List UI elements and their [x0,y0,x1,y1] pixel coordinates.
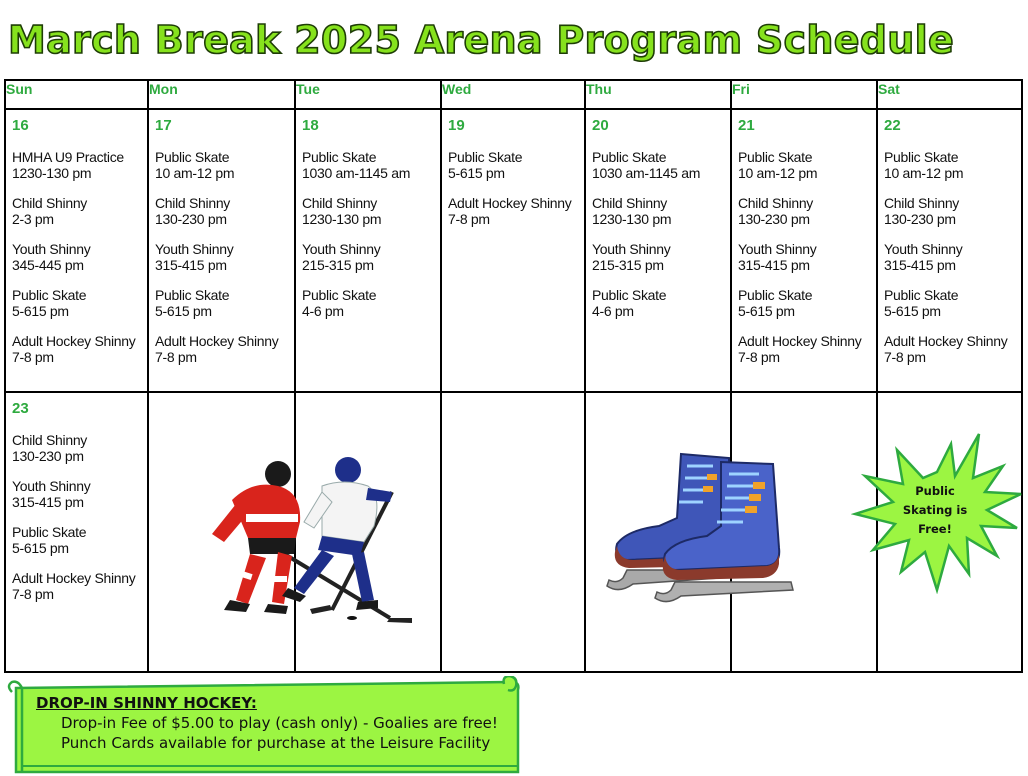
event-name: Child Shinny [12,195,87,211]
event-name: Adult Hockey Shinny [12,570,136,586]
day-cell [148,109,295,392]
event [592,241,730,273]
event-time: 5-615 pm [155,303,212,319]
week-row-1 [5,109,1022,392]
event [302,149,440,181]
event [884,195,1021,227]
event-name: Adult Hockey Shinny [738,333,862,349]
hockey-players-icon [172,452,418,627]
event-time: 4-6 pm [592,303,634,319]
weekday-wed: Wed [441,80,585,109]
event [12,241,147,273]
starburst-text [897,482,973,539]
event [884,333,1021,365]
event [12,149,147,181]
event-time: 215-315 pm [302,257,374,273]
day-number: 17 [155,117,172,134]
day-cell [877,109,1022,392]
event-name: Public Skate [884,149,959,165]
day-number: 20 [592,117,609,134]
day-number: 19 [448,117,465,134]
event [12,478,147,510]
day-number: 21 [738,117,755,134]
event [738,333,876,365]
event-time: 7-8 pm [12,586,54,602]
event [592,195,730,227]
event-time: 7-8 pm [884,349,926,365]
empty-day-cell [441,392,585,672]
event-time: 315-415 pm [738,257,810,273]
dropin-line-1: Drop-in Fee of $5.00 to play (cash only) - Goalies are free! [61,714,498,732]
event-time: 215-315 pm [592,257,664,273]
event-name: Youth Shinny [12,241,91,257]
event-name: Public Skate [448,149,523,165]
event-time: 1230-130 pm [592,211,672,227]
day-cell [585,109,731,392]
weekday-tue: Tue [295,80,441,109]
event [12,432,147,464]
weekday-sat: Sat [877,80,1022,109]
day-cell [5,109,148,392]
event-time: 315-415 pm [12,494,84,510]
event-time: 4-6 pm [302,303,344,319]
event-name: Public Skate [592,287,667,303]
event-name: Public Skate [302,287,377,303]
event-name: Public Skate [738,287,813,303]
event [302,287,440,319]
event-name: Youth Shinny [302,241,381,257]
event-time: 5-615 pm [884,303,941,319]
event [884,149,1021,181]
event-name: Youth Shinny [884,241,963,257]
event [738,195,876,227]
dropin-info [36,694,498,753]
event [12,333,147,365]
event-name: Public Skate [12,524,87,540]
dropin-heading: DROP-IN SHINNY HOCKEY: [36,694,257,712]
event-time: 7-8 pm [448,211,490,227]
event [155,287,294,319]
event [302,195,440,227]
event-name: Child Shinny [592,195,667,211]
event [738,149,876,181]
event-time: 5-615 pm [738,303,795,319]
event-time: 2-3 pm [12,211,54,227]
event-name: Child Shinny [12,432,87,448]
day-number: 22 [884,117,901,134]
event-time: 5-615 pm [12,303,69,319]
event-name: Public Skate [302,149,377,165]
starburst-line-1: Public [915,484,955,498]
event-name: Public Skate [12,287,87,303]
event-time: 1030 am-1145 am [592,165,701,181]
event [448,149,584,181]
event-name: HMHA U9 Practice [12,149,124,165]
event [884,287,1021,319]
event-name: Public Skate [155,149,230,165]
event-name: Youth Shinny [12,478,91,494]
day-number: 23 [12,400,29,417]
event [592,287,730,319]
weekday-sun: Sun [5,80,148,109]
event-name: Child Shinny [738,195,813,211]
event-name: Adult Hockey Shinny [12,333,136,349]
event-time: 10 am-12 pm [884,165,964,181]
starburst-line-3: Free! [918,522,952,536]
ice-skates-icon [603,448,799,604]
day-cell [295,109,441,392]
dropin-line-2: Punch Cards available for purchase at the Leisure Facility [61,734,491,752]
event-name: Child Shinny [884,195,959,211]
event-name: Child Shinny [302,195,377,211]
page-title: March Break 2025 Arena Program Schedule [8,18,955,62]
weekday-header-row [5,80,1022,109]
event-time: 10 am-12 pm [155,165,235,181]
day-number: 16 [12,117,29,134]
event [738,287,876,319]
weekday-mon: Mon [148,80,295,109]
event-time: 345-445 pm [12,257,84,273]
event-time: 130-230 pm [155,211,227,227]
day-cell [441,109,585,392]
event-time: 1030 am-1145 am [302,165,411,181]
starburst-line-2: Skating is [902,503,968,517]
event [155,333,294,365]
event-time: 130-230 pm [12,448,84,464]
event [155,149,294,181]
event-time: 1230-130 pm [302,211,382,227]
event-name: Adult Hockey Shinny [884,333,1008,349]
event-name: Public Skate [738,149,813,165]
event [12,570,147,602]
day-cell [731,109,877,392]
event-time: 5-615 pm [12,540,69,556]
event-time: 5-615 pm [448,165,505,181]
event-time: 7-8 pm [155,349,197,365]
event-name: Youth Shinny [738,241,817,257]
event [155,241,294,273]
event [12,524,147,556]
event [592,149,730,181]
day-cell [5,392,148,672]
event [884,241,1021,273]
weekday-fri: Fri [731,80,877,109]
event [12,195,147,227]
event-time: 130-230 pm [884,211,956,227]
event-name: Adult Hockey Shinny [155,333,279,349]
event-name: Public Skate [884,287,959,303]
event-name: Youth Shinny [155,241,234,257]
event-time: 1230-130 pm [12,165,92,181]
event-name: Child Shinny [155,195,230,211]
weekday-thu: Thu [585,80,731,109]
event [155,195,294,227]
event-name: Youth Shinny [592,241,671,257]
event-time: 7-8 pm [12,349,54,365]
event-time: 130-230 pm [738,211,810,227]
event-time: 10 am-12 pm [738,165,818,181]
event-name: Public Skate [592,149,667,165]
event [738,241,876,273]
event [448,195,584,227]
event-time: 7-8 pm [738,349,780,365]
event-time: 315-415 pm [155,257,227,273]
event-name: Public Skate [155,287,230,303]
event [302,241,440,273]
day-number: 18 [302,117,319,134]
event-time: 315-415 pm [884,257,956,273]
event-name: Adult Hockey Shinny [448,195,572,211]
event [12,287,147,319]
